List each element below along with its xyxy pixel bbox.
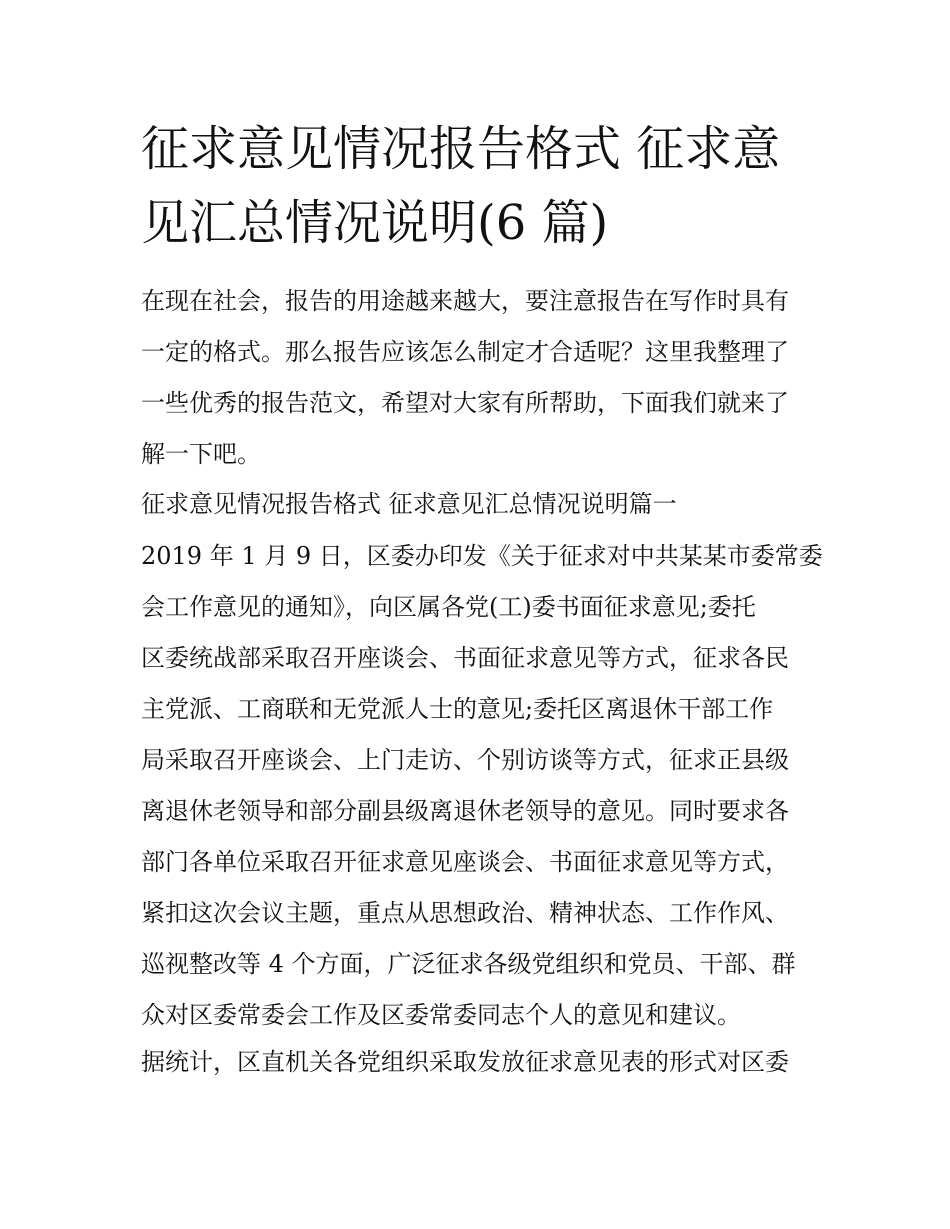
text-line: 离退休老领导和部分副县级离退休老领导的意见。同时要求各 <box>141 797 789 825</box>
text-line: 区委统战部采取召开座谈会、书面征求意见等方式，征求各民 <box>141 644 789 672</box>
text-line: 会工作意见的通知》，向区属各党(工)委书面征求意见;委托 <box>141 593 756 621</box>
text-line: 2019 年 1 月 9 日，区委办印发《关于征求对中共某某市委常委 <box>141 542 823 570</box>
title-line: 见汇总情况说明(6 篇) <box>141 195 609 251</box>
text-line: 主党派、工商联和无党派人士的意见;委托区离退休干部工作 <box>141 695 774 723</box>
text-line: 征求意见情况报告格式 征求意见汇总情况说明篇一 <box>141 490 677 518</box>
text-line: 部门各单位采取召开征求意见座谈会、书面征求意见等方式， <box>141 848 789 876</box>
intro-paragraph <box>141 276 821 480</box>
document-title <box>141 112 821 260</box>
text-line: 众对区委常委会工作及区委常委同志个人的意见和建议。 <box>141 1001 741 1029</box>
text-line: 解一下吧。 <box>141 440 261 468</box>
body-paragraph-2 <box>141 1037 821 1088</box>
text-line: 一定的格式。那么报告应该怎么制定才合适呢？这里我整理了 <box>141 338 789 366</box>
text-line: 在现在社会，报告的用途越来越大，要注意报告在写作时具有 <box>141 287 789 315</box>
text-line: 一些优秀的报告范文，希望对大家有所帮助，下面我们就来了 <box>141 389 789 417</box>
title-line: 征求意见情况报告格式 征求意 <box>141 121 781 177</box>
section-heading <box>141 479 821 530</box>
text-line: 紧扣这次会议主题，重点从思想政治、精神状态、工作作风、 <box>141 899 789 927</box>
text-line: 据统计，区直机关各党组织采取发放征求意见表的形式对区委 <box>141 1048 789 1076</box>
text-line: 局采取召开座谈会、上门走访、个别访谈等方式，征求正县级 <box>141 746 789 774</box>
text-line: 巡视整改等 4 个方面，广泛征求各级党组织和党员、干部、群 <box>141 950 796 978</box>
body-paragraph-1 <box>141 531 821 1041</box>
